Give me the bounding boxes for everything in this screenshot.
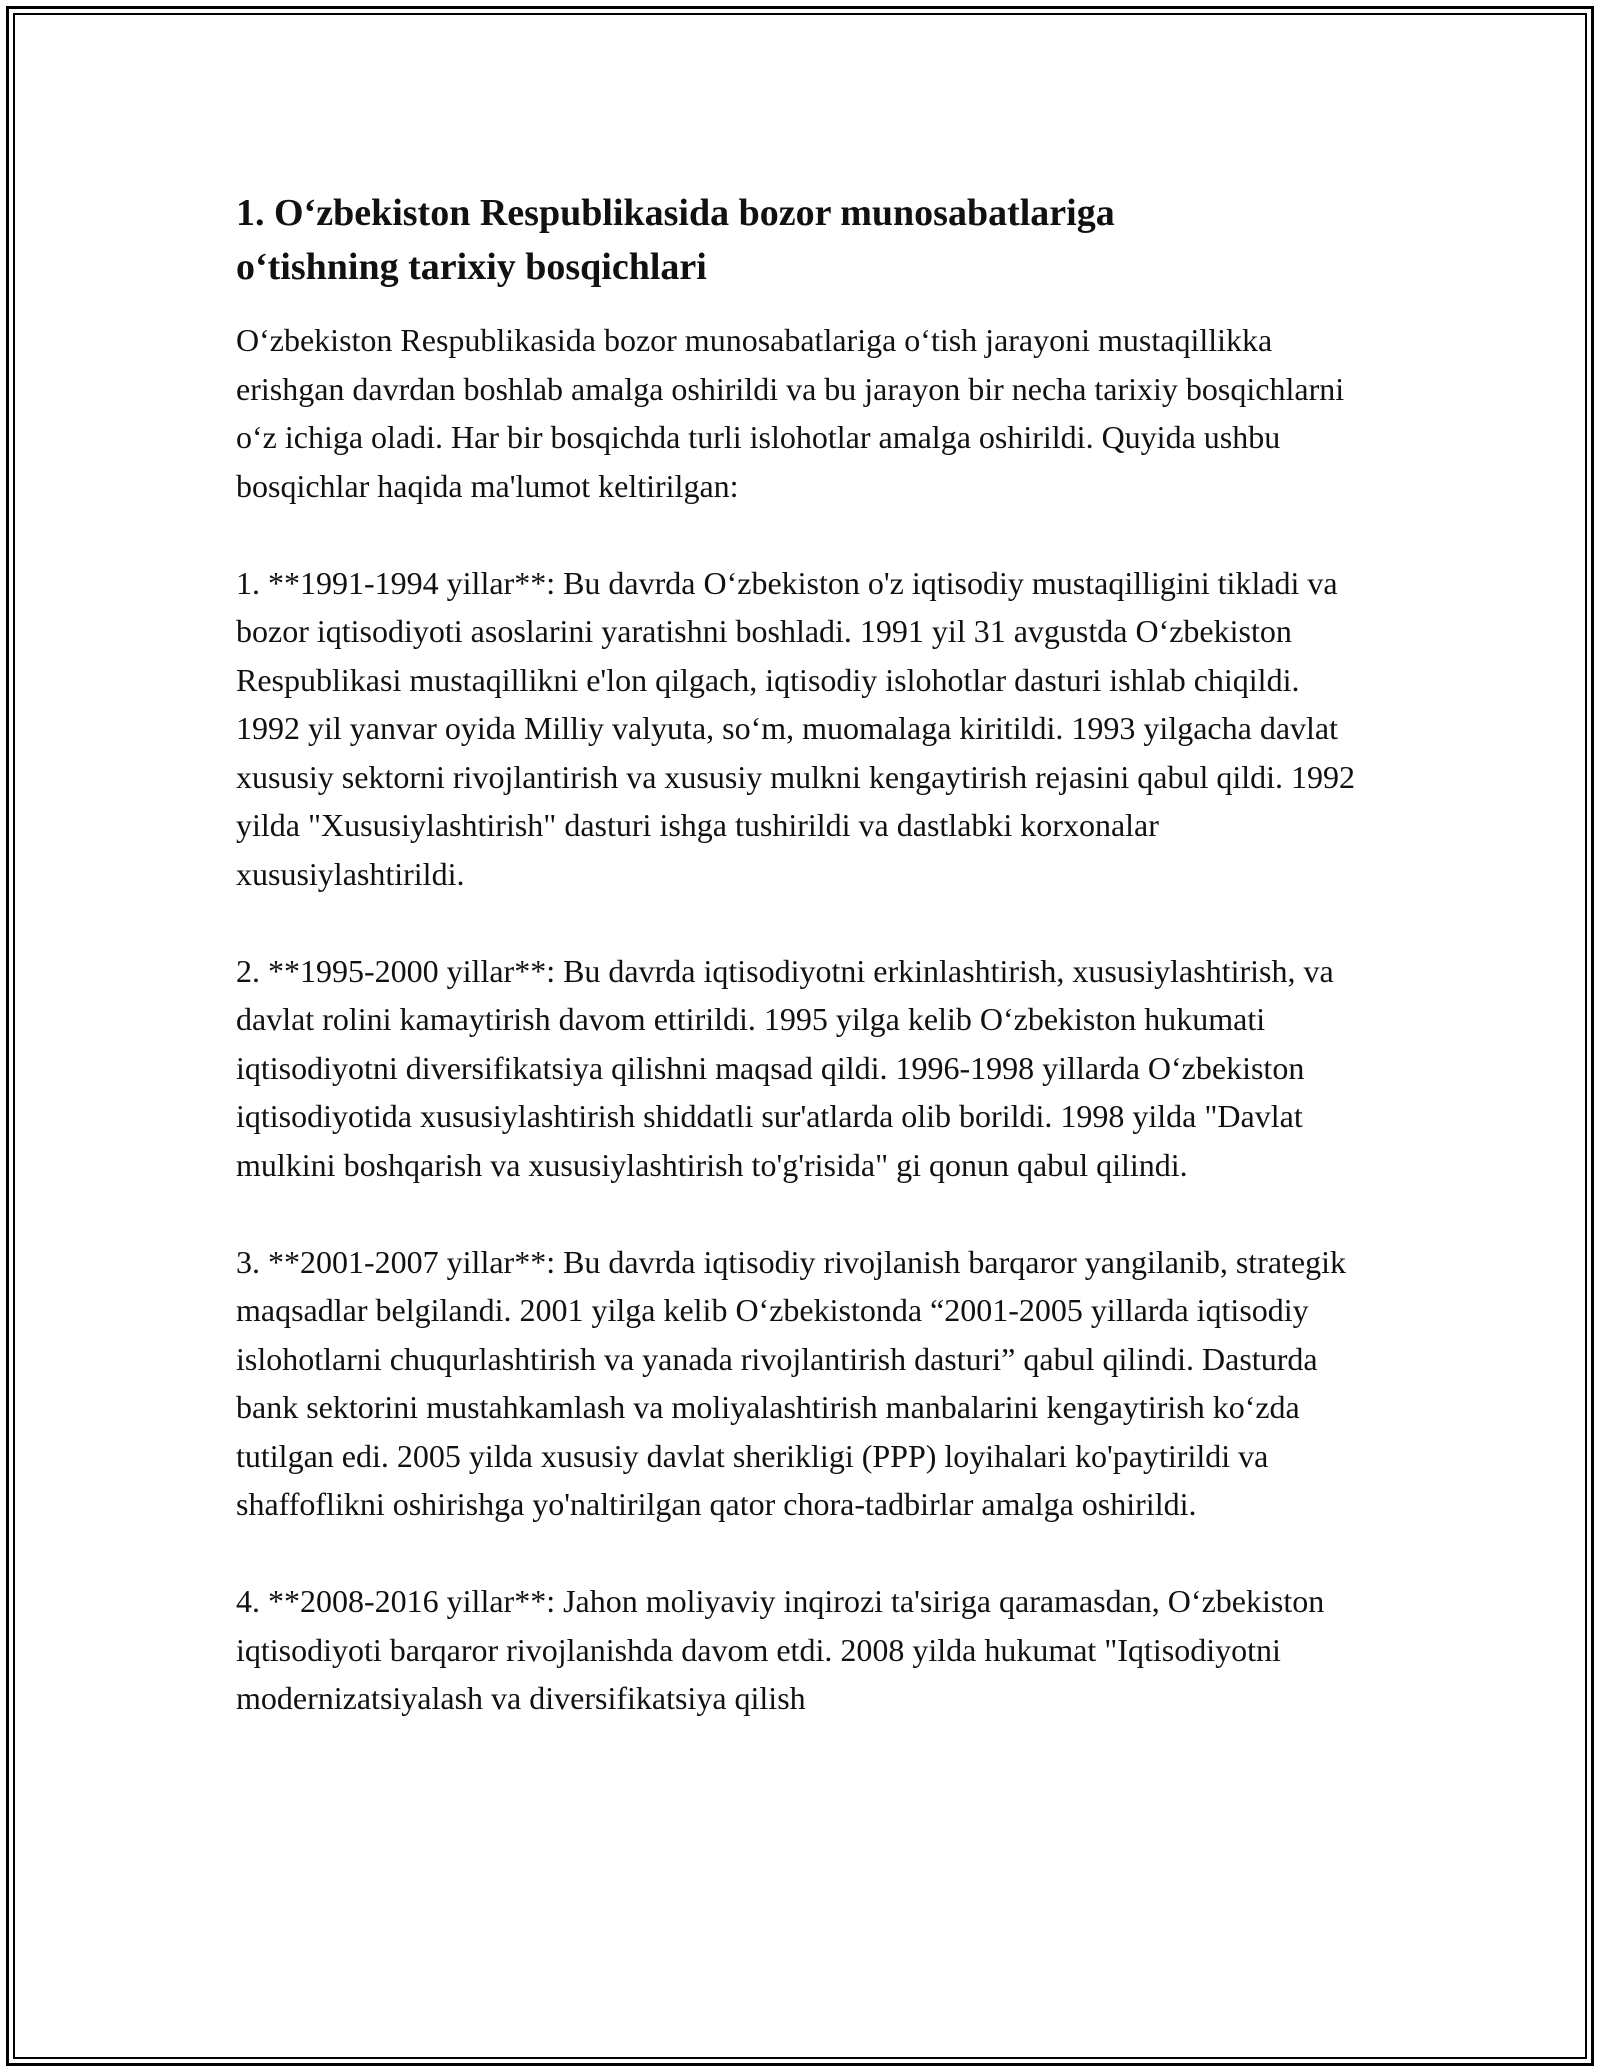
- document-body: [236, 186, 1386, 1723]
- list-item: 1. **1991-1994 yillar**: Bu davrda O‘zbekiston o'z iqtisodiy mustaqilligini tikladi va bozor iqtisodiyoti asoslarini yaratishni boshladi. 1991 yil 31 avgustda O‘zbekiston Respublikasi mustaqillikni e'lon qilgach, iqtisodiy islohotlar dasturi ishlab chiqildi. 1992 yil yanvar oyida Milliy valyuta, so‘m, muomalaga kiritildi. 1993 yilgacha davlat xususiy sektorni rivojlantirish va xususiy mulkni kengaytirish rejasini qabul qildi. 1992 yilda "Xususiylashtirish" dasturi ishga tushirildi va dastlabki korxonalar xususiylashtirildi.: [236, 564, 1356, 892]
- intro-paragraph: O‘zbekiston Respublikasida bozor munosabatlariga o‘tish jarayoni mustaqillikka erishgan davrdan boshlab amalga oshirildi va bu jarayon bir necha tarixiy bosqichlarni o‘z ichiga oladi. Har bir bosqichda turli islohotlar amalga oshirildi. Quyida ushbu bosqichlar haqida ma'lumot keltirilgan:: [236, 322, 1345, 504]
- list-item: 2. **1995-2000 yillar**: Bu davrda iqtisodiyotni erkinlashtirish, xususiylashtirish, va davlat rolini kamaytirish davom ettirildi. 1995 yilga kelib O‘zbekiston hukumati iqtisodiyotni diversifikatsiya qilishni maqsad qildi. 1996-1998 yillarda O‘zbekiston iqtisodiyotida xususiylashtirish shiddatli sur'atlarda olib borildi. 1998 yilda "Davlat mulkini boshqarish va xususiylashtirish to'g'risida" gi qonun qabul qilindi.: [236, 952, 1334, 1183]
- section-heading: 1. O‘zbekiston Respublikasida bozor munosabatlariga o‘tishning tarixiy bosqichlari: [236, 192, 1115, 288]
- list-item: 3. **2001-2007 yillar**: Bu davrda iqtisodiy rivojlanish barqaror yangilanib, strategik maqsadlar belgilandi. 2001 yilga kelib O‘zbekistonda “2001-2005 yillarda iqtisodiy islohotlarni chuqurlashtirish va yanada rivojlantirish dasturi” qabul qilindi. Dasturda bank sektorini mustahkamlash va moliyalashtirish manbalarini kengaytirish ko‘zda tutilgan edi. 2005 yilda xususiy davlat sherikligi (PPP) loyihalari ko'paytirildi va shaffoflikni oshirishga yo'naltirilgan qator chora-tadbirlar amalga oshirildi.: [236, 1243, 1347, 1522]
- list-item: 4. **2008-2016 yillar**: Jahon moliyaviy inqirozi ta'siriga qaramasdan, O‘zbekiston iqtisodiyoti barqaror rivojlanishda davom etdi. 2008 yilda hukumat "Iqtisodiyotni modernizatsiyalash va diversifikatsiya qilish: [236, 1583, 1325, 1716]
